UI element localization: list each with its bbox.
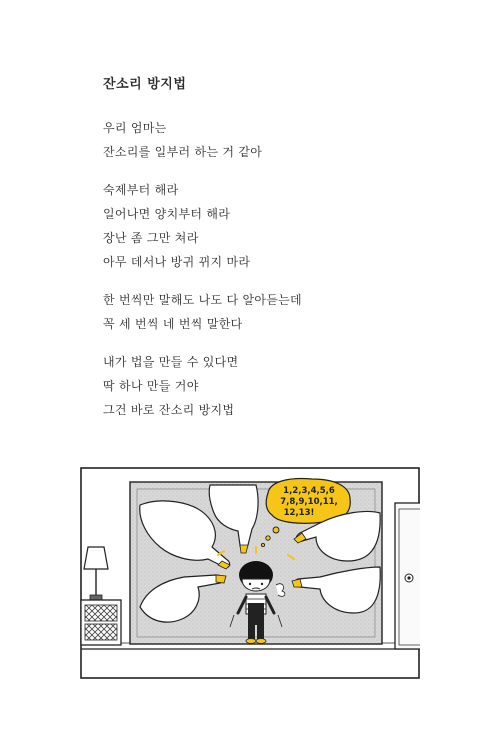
poem-line: 딱 하나 만들 거야	[103, 379, 199, 393]
poem-line: 우리 엄마는	[103, 121, 167, 135]
poem-line: 내가 법을 만들 수 있다면	[103, 355, 239, 369]
cabinet-icon	[81, 600, 121, 645]
poem-line: 그건 바로 잔소리 방지법	[103, 403, 235, 417]
poem-line: 한 번씩만 말해도 나도 다 알아듣는데	[103, 293, 302, 307]
poem-title: 잔소리 방지법	[103, 77, 187, 92]
bubble-line-3: 12,13!	[283, 508, 315, 518]
poem-line: 일어나면 양치부터 해라	[103, 207, 231, 221]
poem-line: 꼭 세 번씩 네 번씩 말한다	[103, 317, 243, 331]
bubble-line-2: 7,8,9,10,11,	[280, 497, 338, 507]
poem-line: 장난 좀 그만 쳐라	[103, 231, 199, 245]
stanza-2	[103, 178, 302, 274]
door	[395, 503, 420, 649]
poem-line: 잔소리를 일부러 하는 거 같아	[103, 145, 263, 159]
stanza-1	[103, 116, 302, 164]
poem-line: 아무 데서나 방귀 뀌지 마라	[103, 255, 251, 269]
stanza-3	[103, 288, 302, 336]
poem-line: 숙제부터 해라	[103, 183, 179, 197]
stanza-4	[103, 350, 302, 422]
poem-body	[103, 116, 302, 436]
bubble-line-1: 1,2,3,4,5,6	[283, 486, 335, 496]
illustration	[80, 467, 420, 679]
